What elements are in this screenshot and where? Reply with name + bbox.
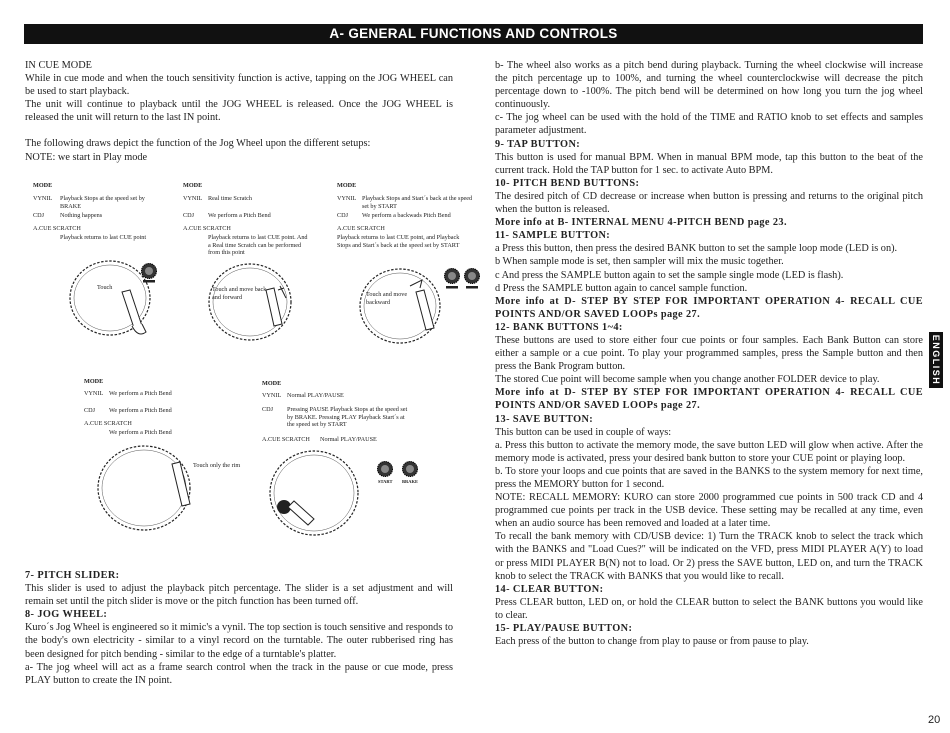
section-heading: More info at B- INTERNAL MENU 4-PITCH BEND page 23.	[495, 217, 787, 229]
paragraph: Press CLEAR button, LED on, or hold the CLEAR button to select the BANK buttons you would like to clear.	[495, 596, 923, 621]
paragraph: a Press this button, then press the desired BANK button to set the sample loop mode (LED is on).	[495, 243, 898, 255]
paragraph: This button can be used in couple of ways:	[495, 426, 672, 438]
fig-cdj-text: Pressing PAUSE Playback Stops at the speed set by BRAKE. Pressing PLAY Playback Start´s at the speed set by START	[287, 406, 408, 429]
paragraph: The stored Cue point will become sample when you change another FOLDER device to play.	[495, 374, 880, 386]
jog-wheel-illustration-2	[200, 260, 300, 348]
section-heading: 13- SAVE BUTTON:	[495, 413, 594, 425]
fig-cdj-label: CDJ	[33, 212, 45, 219]
fig-vynil-text: Playback Stops at the speed set by BRAKE	[60, 195, 145, 210]
knob-icon	[443, 267, 483, 291]
paragraph: a- The jog wheel will act as a frame search control when the track in the pause or cue mode, press PLAY button to create the IN point.	[25, 661, 453, 686]
fig-vynil-text: Real time Scratch	[208, 195, 252, 202]
section-heading: 9- TAP BUTTON:	[495, 138, 581, 150]
jog-wheel-illustration-3	[350, 266, 450, 351]
section-heading: More info at D- STEP BY STEP FOR IMPORTANT OPERATION 4- RECALL CUE POINTS AND/OR SAVED LOOPs page 27.	[495, 295, 923, 320]
paragraph: While in cue mode and when the touch sensitivity function is active, tapping on the JOG WHEEL can be used to start playback.	[25, 73, 453, 98]
finger-icon	[172, 462, 190, 506]
paragraph: Each press of the button to change from play to pause or from pause to play.	[495, 636, 809, 648]
left-bottom-column	[25, 569, 453, 687]
paragraph: To recall the bank memory with CD/USB device: 1) Turn the TRACK knob to select the track which with the BANKS and "Load Cues?" will be indicated on the VFD, press MIDI PLAYER A(Y) to load or press MIDI PLAYER B(N) not to load. Or 2) press the SAVE button, LED on, and turn the TRACK knob to select the TRACK with BANKS that you would like to recall.	[495, 531, 923, 582]
section-heading: 12- BANK BUTTONS 1~4:	[495, 321, 623, 333]
section-heading: 10- PITCH BEND BUTTONS:	[495, 177, 640, 189]
fig-vynil-text: Playback Stops and Start´s back at the speed set by START	[362, 195, 473, 210]
section-heading: 7- PITCH SLIDER:	[25, 570, 120, 581]
paragraph: Kuro´s Jog Wheel is engineered so it mimic's a vynil. The top section is touch sensitive and responds to the body's own electricity - similar to a vinyl record on the turntable. The outer rubberised ring has been designed for pitch bending - similar to the edge of a turntable's platter.	[25, 622, 453, 660]
fig-cdj-label: CDJ	[262, 406, 274, 413]
paragraph: a. Press this button to activate the memory mode, the save button LED will glow when active. After the memory mode is activated, press your desired bank button to store your CUE point or playing loop.	[495, 439, 923, 464]
fig-acue-label: A.CUE SCRATCH	[337, 225, 385, 232]
fig-vynil-label: VYNIL	[84, 390, 104, 397]
callout-touch: Touch	[97, 284, 113, 291]
fig-acue-text: Playback returns to last CUE point	[60, 234, 147, 241]
language-tab: ENGLISH	[929, 332, 943, 388]
jog-wheel-illustration-4	[88, 440, 203, 535]
paragraph: IN CUE MODE	[25, 60, 92, 71]
fig-cdj-text: We perform a Pitch Bend	[208, 212, 271, 219]
fig-vynil-text: Normal PLAY/PAUSE	[287, 392, 344, 399]
section-heading: More info at D- STEP BY STEP FOR IMPORTANT OPERATION 4- RECALL CUE POINTS AND/OR SAVED LOOPs page 27.	[495, 387, 923, 412]
fig-cdj-text: We perform a Pitch Bend	[109, 407, 172, 414]
callout-touch-backward: Touch and move backward	[366, 291, 408, 306]
knob-label-brake: BRAKE	[402, 479, 419, 484]
knob-icon	[140, 262, 158, 284]
paragraph: NOTE: we start in Play mode	[25, 151, 148, 163]
fig-acue-label: A.CUE SCRATCH	[262, 436, 310, 443]
fig-acue-text: We perform a Pitch Bend	[109, 429, 172, 436]
fig5-acue-text: Normal PLAY/PAUSE	[320, 436, 377, 443]
intro-column	[25, 59, 453, 164]
fig-mode-label: MODE	[337, 182, 357, 189]
section-header: A- GENERAL FUNCTIONS AND CONTROLS	[24, 24, 923, 44]
fig-mode-label: MODE	[84, 378, 104, 385]
fig-mode-label: MODE	[183, 182, 203, 189]
section-heading: 15- PLAY/PAUSE BUTTON:	[495, 623, 633, 635]
fig-acue-label: A.CUE SCRATCH	[84, 420, 132, 427]
paragraph: c And press the SAMPLE button again to set the sample single mode (LED is flash).	[495, 269, 844, 281]
fig-acue-text: Playback returns to last CUE point, and Playback Stops and Start´s back at the speed set by START	[337, 234, 460, 249]
fig-cdj-text: We perform a backwads Pitch Bend	[362, 212, 451, 219]
fig-mode-label: MODE	[33, 182, 53, 189]
paragraph: d Press the SAMPLE button again to cancel sample function.	[495, 282, 748, 294]
paragraph: NOTE: RECALL MEMORY: KURO can store 2000 programmed cue points in 500 track CD and 4 programmed cue points per track in the USB device. These setting may be recalled at any time, even when an audio source has been removed and loaded at a later time.	[495, 492, 923, 530]
paragraph: c- The jog wheel can be used with the hold of the TIME and RATIO knob to set effects and samples parameter adjustment.	[495, 112, 923, 137]
paragraph: The unit will continue to playback until the JOG WHEEL is released. Once the JOG WHEEL is released the unit will return to the last IN point.	[25, 99, 453, 124]
spacer	[25, 124, 453, 137]
fig-vynil-text: We perform a Pitch Bend	[109, 390, 172, 397]
fig-acue-label: A.CUE SCRATCH	[183, 225, 231, 232]
paragraph: This slider is used to adjust the playback pitch percentage. The slider is a set adjustment and will remain set until the pitch slider is move or the pitch function has been turned off.	[25, 583, 453, 608]
fig-vynil-label: VYNIL	[262, 392, 282, 399]
finger-icon	[122, 290, 142, 328]
fig-cdj-label: CDJ	[84, 407, 96, 414]
knob-label-start: START	[378, 479, 393, 484]
callout-touch-move: Touch and move back and forward	[212, 286, 267, 301]
figure-rim	[84, 378, 224, 448]
paragraph: These buttons are used to store either four cue points or four samples. Each Bank Button can store either a sample or a cue point. To play your programmed samples, press the Sample button and then press the Bank Program button.	[495, 334, 923, 373]
fig-mode-label: MODE	[262, 380, 282, 387]
right-column	[495, 59, 923, 648]
paragraph: The following draws depict the function of the Jog Wheel upon the different setups:	[25, 138, 371, 150]
fig-vynil-label: VYNIL	[337, 195, 357, 202]
fig-cdj-text: Nothing happens	[60, 212, 103, 219]
finger-icon	[288, 501, 314, 525]
page-number: 20	[928, 714, 941, 726]
fig-acue-text: Playback returns to last CUE point. And a Real time Scratch can be performed from this point	[208, 234, 308, 257]
fig-vynil-label: VYNIL	[33, 195, 53, 202]
section-heading: 11- SAMPLE BUTTON:	[495, 230, 611, 242]
section-heading: 8- JOG WHEEL:	[25, 609, 108, 621]
fig-acue-label: A.CUE SCRATCH	[33, 225, 81, 232]
jog-wheel-illustration-5	[262, 445, 372, 540]
fig-vynil-label: VYNIL	[183, 195, 203, 202]
paragraph: b. To store your loops and cue points that are saved in the BANKS to the system memory for next time, press the MEMORY button for 1 second.	[495, 465, 923, 490]
fig-cdj-label: CDJ	[337, 212, 349, 219]
paragraph: The desired pitch of CD decrease or increase when button is pressing and returns to the original pitch when the button is released.	[495, 190, 923, 216]
section-heading: 14- CLEAR BUTTON:	[495, 583, 604, 595]
paragraph: b- The wheel also works as a pitch bend during playback. Turning the wheel clockwise will increase the pitch percentage up to 100%, and turning the wheel counterclockwise will decrease the pitch percentage down to -100%. The pitch bend will be determined on how long you turn the jog wheel continuously.	[495, 60, 923, 111]
paragraph: This button is used for manual BPM. When in manual BPM mode, tap this button to the beat of the current track. Hold the TAP button for 1 sec. to activate Auto BPM.	[495, 151, 923, 176]
paragraph: b When sample mode is set, then sampler will mix the music together.	[495, 256, 784, 268]
fig-cdj-label: CDJ	[183, 212, 195, 219]
callout-rim: Touch only the rim	[193, 462, 241, 469]
